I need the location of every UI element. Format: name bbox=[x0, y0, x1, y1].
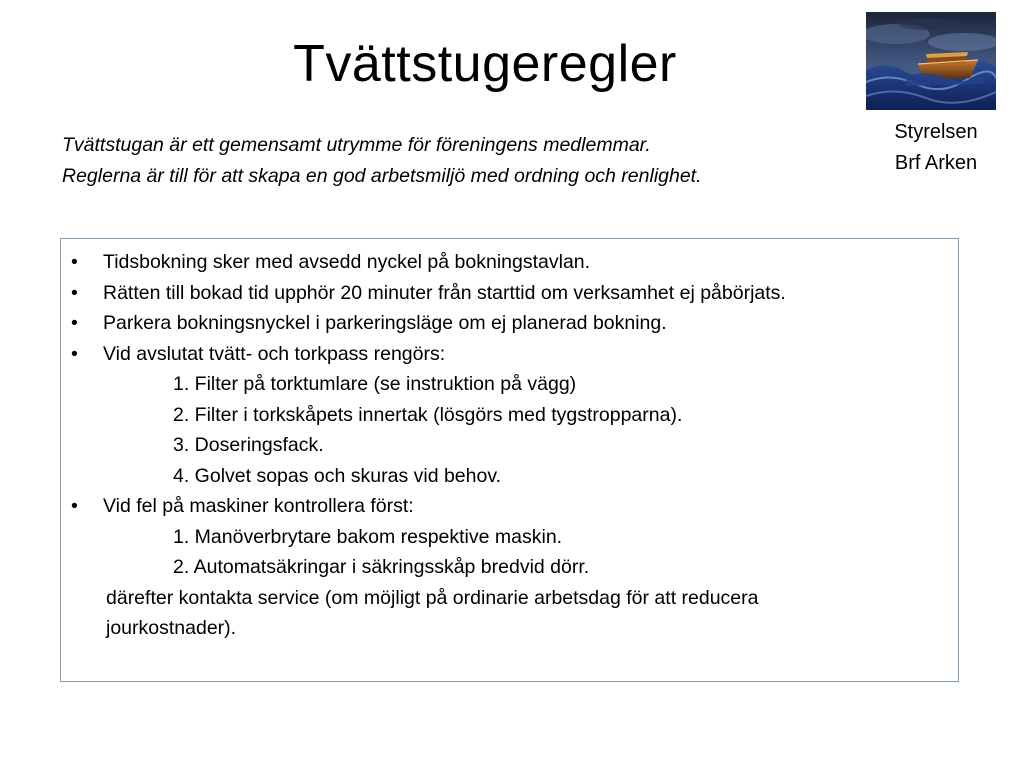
list-item-text: Parkera bokningsnyckel i parkeringsläge om ej planerad bokning. bbox=[103, 312, 667, 334]
signature-line-association: Brf Arken bbox=[894, 152, 978, 174]
bullet-icon: • bbox=[71, 495, 78, 517]
list-item-text: Vid avslutat tvätt- och torkpass rengörs: bbox=[103, 342, 446, 365]
bullet-icon: • bbox=[71, 281, 78, 304]
signature bbox=[866, 117, 1006, 179]
closing-line: därefter kontakta service (om möjligt på ordinarie arbetsdag för att reducera bbox=[106, 586, 759, 609]
sub-list-item: 1. Manöverbrytare bakom respektive maskin. bbox=[173, 525, 563, 548]
list-item-text: Vid fel på maskiner kontrollera först: bbox=[103, 495, 414, 517]
list-item bbox=[61, 278, 960, 309]
sub-list-item: 2. Automatsäkringar i säkringsskåp bredvid dörr. bbox=[173, 556, 590, 578]
list-item bbox=[61, 247, 960, 278]
ark-boat-icon bbox=[866, 12, 996, 110]
bullet-icon: • bbox=[71, 342, 78, 365]
bullet-icon: • bbox=[71, 312, 78, 334]
intro-text bbox=[62, 130, 862, 192]
sub-list-item: 4. Golvet sopas och skuras vid behov. bbox=[173, 464, 502, 487]
sub-list-item: 1. Filter på torktumlare (se instruktion på vägg) bbox=[173, 373, 577, 395]
rules-box bbox=[60, 238, 959, 682]
closing-line: jourkostnader). bbox=[106, 617, 237, 639]
signature-line-board: Styrelsen bbox=[894, 121, 978, 143]
sub-list-item: 2. Filter i torkskåpets innertak (lösgörs med tygstropparna). bbox=[173, 403, 683, 426]
bullet-icon: • bbox=[71, 251, 78, 273]
list-item bbox=[61, 308, 960, 339]
list-item bbox=[61, 491, 960, 522]
intro-line: Tvättstugan är ett gemensamt utrymme för föreningens medlemmar. bbox=[62, 134, 651, 156]
sub-list-item: 3. Doseringsfack. bbox=[173, 434, 324, 456]
rules-list bbox=[61, 247, 960, 644]
page-title: Tvättstugeregler bbox=[293, 35, 677, 93]
list-item bbox=[61, 339, 960, 370]
list-item-text: Rätten till bokad tid upphör 20 minuter från starttid om verksamhet ej påbörjats. bbox=[103, 281, 786, 304]
list-item-text: Tidsbokning sker med avsedd nyckel på bokningstavlan. bbox=[103, 251, 591, 273]
intro-line: Reglerna är till för att skapa en god arbetsmiljö med ordning och renlighet. bbox=[62, 165, 702, 187]
